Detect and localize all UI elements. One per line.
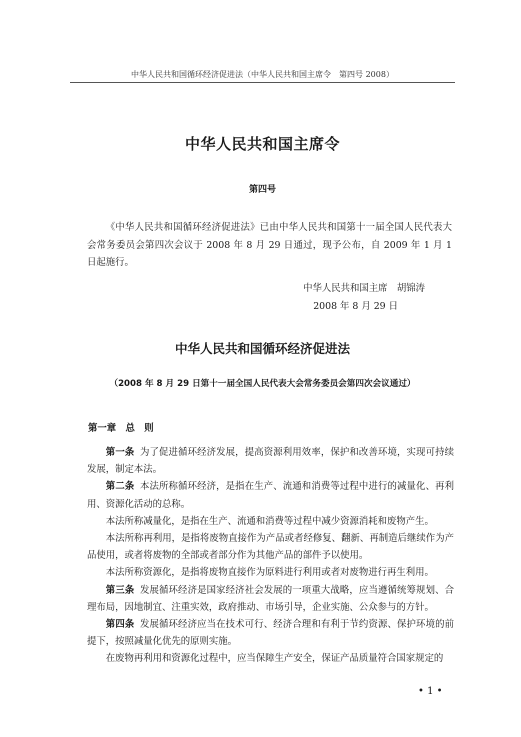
law-body [87, 444, 454, 668]
decree-text: 《中华人民共和国循环经济促进法》已由中华人民共和国第十一届全国人民代表大会常务委员会第四次会议于 2008 年 8 月 29 日通过，现予公布，自 2009 年 1 月 1 日起施行。 [87, 222, 452, 268]
article-label: 第三条 [105, 584, 135, 596]
article-text: 本法所称循环经济，是指在生产、流通和消费等过程中进行的减量化、再利用、资源化活动的总称。 [87, 481, 454, 510]
article-paragraph [87, 616, 454, 650]
order-title: 中华人民共和国主席令 [184, 135, 340, 153]
article-text: 发展循环经济是国家经济社会发展的一项重大战略，应当遵循统筹规划、合理布局，因地制宜、注重实效，政府推动、市场引导，企业实施、公众参与的方针。 [87, 584, 454, 613]
article-label: 第二条 [105, 481, 135, 493]
article-text: 本法所称资源化，是指将废物直接作为原料进行利用或者对废物进行再生利用。 [105, 567, 434, 579]
article-text: 本法所称减量化，是指在生产、流通和消费等过程中减少资源消耗和废物产生。 [105, 515, 434, 527]
running-header: 中华人民共和国循环经济促进法（中华人民共和国主席令 第四号 2008） [131, 70, 394, 79]
decree-date: 2008 年 8 月 29 日 [313, 301, 398, 312]
header-rule [70, 82, 455, 83]
article-paragraph [87, 564, 454, 581]
law-subtitle: （2008 年 8 月 29 日第十一届全国人民代表大会常务委员会第四次会议通过） [109, 379, 416, 389]
article-text: 在废物再利用和资源化过程中，应当保障生产安全，保证产品质量符合国家规定的 [105, 653, 444, 665]
signatory: 中华人民共和国主席 胡锦涛 [303, 283, 425, 294]
article-paragraph [87, 478, 454, 512]
article-label: 第四条 [105, 619, 135, 631]
article-paragraph [87, 444, 454, 478]
chapter-title: 第一章 总 则 [88, 423, 154, 434]
article-paragraph [87, 650, 454, 667]
law-title: 中华人民共和国循环经济促进法 [174, 341, 350, 356]
page-number: • 1 • [418, 686, 443, 697]
article-paragraph [87, 582, 454, 616]
article-label: 第一条 [105, 447, 135, 458]
article-text: 本法所称再利用，是指将废物直接作为产品或者经修复、翻新、再制造后继续作为产品使用，或者将废物的全部或者部分作为其他产品的部件予以使用。 [87, 533, 454, 562]
article-text: 为了促进循环经济发展，提高资源利用效率，保护和改善环境，实现可持续发展，制定本法。 [87, 447, 454, 476]
article-paragraph [87, 530, 454, 564]
order-number: 第四号 [248, 185, 276, 195]
article-paragraph [87, 513, 454, 530]
article-text: 发展循环经济应当在技术可行、经济合理和有利于节约资源、保护环境的前提下，按照减量化优先的原则实施。 [87, 619, 454, 648]
